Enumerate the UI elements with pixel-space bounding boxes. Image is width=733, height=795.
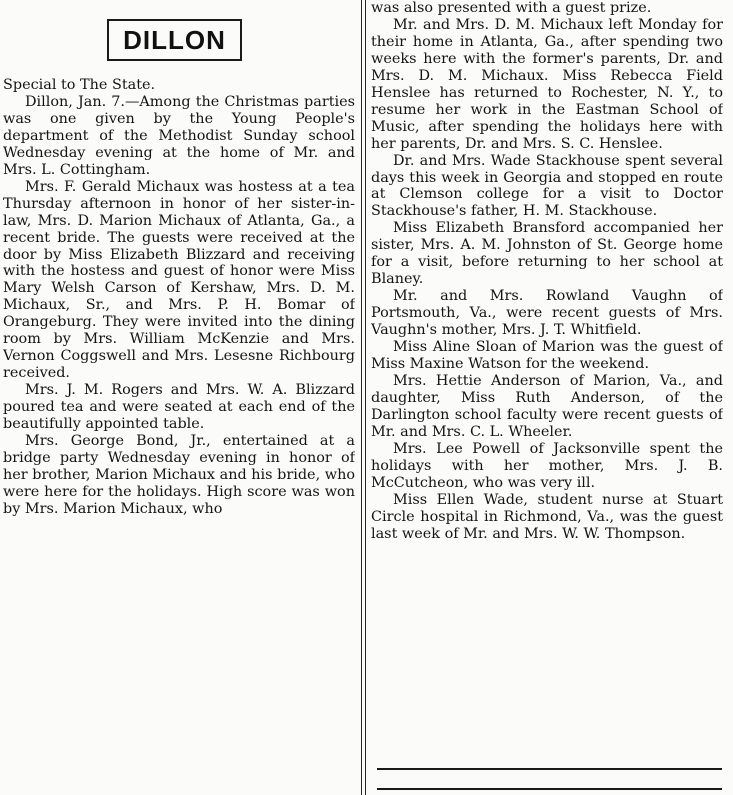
- paragraph: Mr. and Mrs. D. M. Michaux left Monday for their home in Atlanta, Ga., after spending two weeks here with the former's parents, Dr. and Mrs. D. M. Michaux. Miss Rebecca Field Henslee has returned to Rochester, N. Y., to resume her work in the Eastman School of Music, after spending the holidays here with her parents, Dr. and Mrs. S. C. Henslee.: [371, 16, 723, 152]
- page-title: DILLON: [123, 24, 226, 55]
- paragraph: Mrs. J. M. Rogers and Mrs. W. A. Blizzard poured tea and were seated at each end of the beautifully appointed table.: [3, 382, 355, 433]
- paragraph: Miss Aline Sloan of Marion was the guest of Miss Maxine Watson for the weekend.: [371, 339, 723, 373]
- section-end-rule: [377, 788, 722, 790]
- section-end-rule: [377, 768, 722, 770]
- paragraph: Mrs. F. Gerald Michaux was hostess at a tea Thursday afternoon in honor of her sister-in-law, Mrs. D. Marion Michaux of Atlanta, Ga., a recent bride. The guests were received at the door by Miss Elizabeth Blizzard and receiving with the hostess and guest of honor were Miss Mary Welsh Carson of Kershaw, Mrs. D. M. Michaux, Sr., and Mrs. P. H. Bomar of Orangeburg. They were invited into the dining room by Mrs. William McKenzie and Mrs. Vernon Coggswell and Mrs. Lesesne Richbourg received.: [3, 178, 355, 382]
- left-column: [3, 0, 355, 795]
- paragraph: Mrs. Lee Powell of Jacksonville spent the holidays with her mother, Mrs. J. B. McCutcheon, who was very ill.: [371, 440, 723, 491]
- paragraph: Dr. and Mrs. Wade Stackhouse spent several days this week in Georgia and stopped en route at Clemson college for a visit to Doctor Stackhouse's father, H. M. Stackhouse.: [371, 152, 723, 220]
- paragraph: Dillon, Jan. 7.—Among the Christmas parties was one given by the Young People's department of the Methodist Sunday school Wednesday evening at the home of Mr. and Mrs. L. Cottingham.: [3, 93, 355, 178]
- paragraph: Mrs. Hettie Anderson of Marion, Va., and daughter, Miss Ruth Anderson, of the Darlington school faculty were recent guests of Mr. and Mrs. C. L. Wheeler.: [371, 372, 723, 440]
- paragraph: Miss Elizabeth Bransford accompanied her sister, Mrs. A. M. Johnston of St. George home for a visit, before returning to her school at Blaney.: [371, 220, 723, 288]
- paragraph: Mrs. George Bond, Jr., entertained at a bridge party Wednesday evening in honor of her brother, Marion Michaux and his bride, who were here for the holidays. High score was won by Mrs. Marion Michaux, who: [3, 433, 355, 517]
- paragraph: was also presented with a guest prize.: [371, 0, 652, 16]
- right-column: [371, 0, 723, 795]
- column-divider: [361, 0, 362, 795]
- paragraph: Mr. and Mrs. Rowland Vaughn of Portsmouth, Va., were recent guests of Mrs. Vaughn's mother, Mrs. J. T. Whitfield.: [371, 288, 723, 339]
- byline: Special to The State.: [3, 77, 156, 93]
- heading-box: [107, 19, 242, 61]
- column-divider: [365, 0, 366, 795]
- paragraph: Miss Ellen Wade, student nurse at Stuart Circle hospital in Richmond, Va., was the guest last week of Mr. and Mrs. W. W. Thompson.: [371, 491, 723, 542]
